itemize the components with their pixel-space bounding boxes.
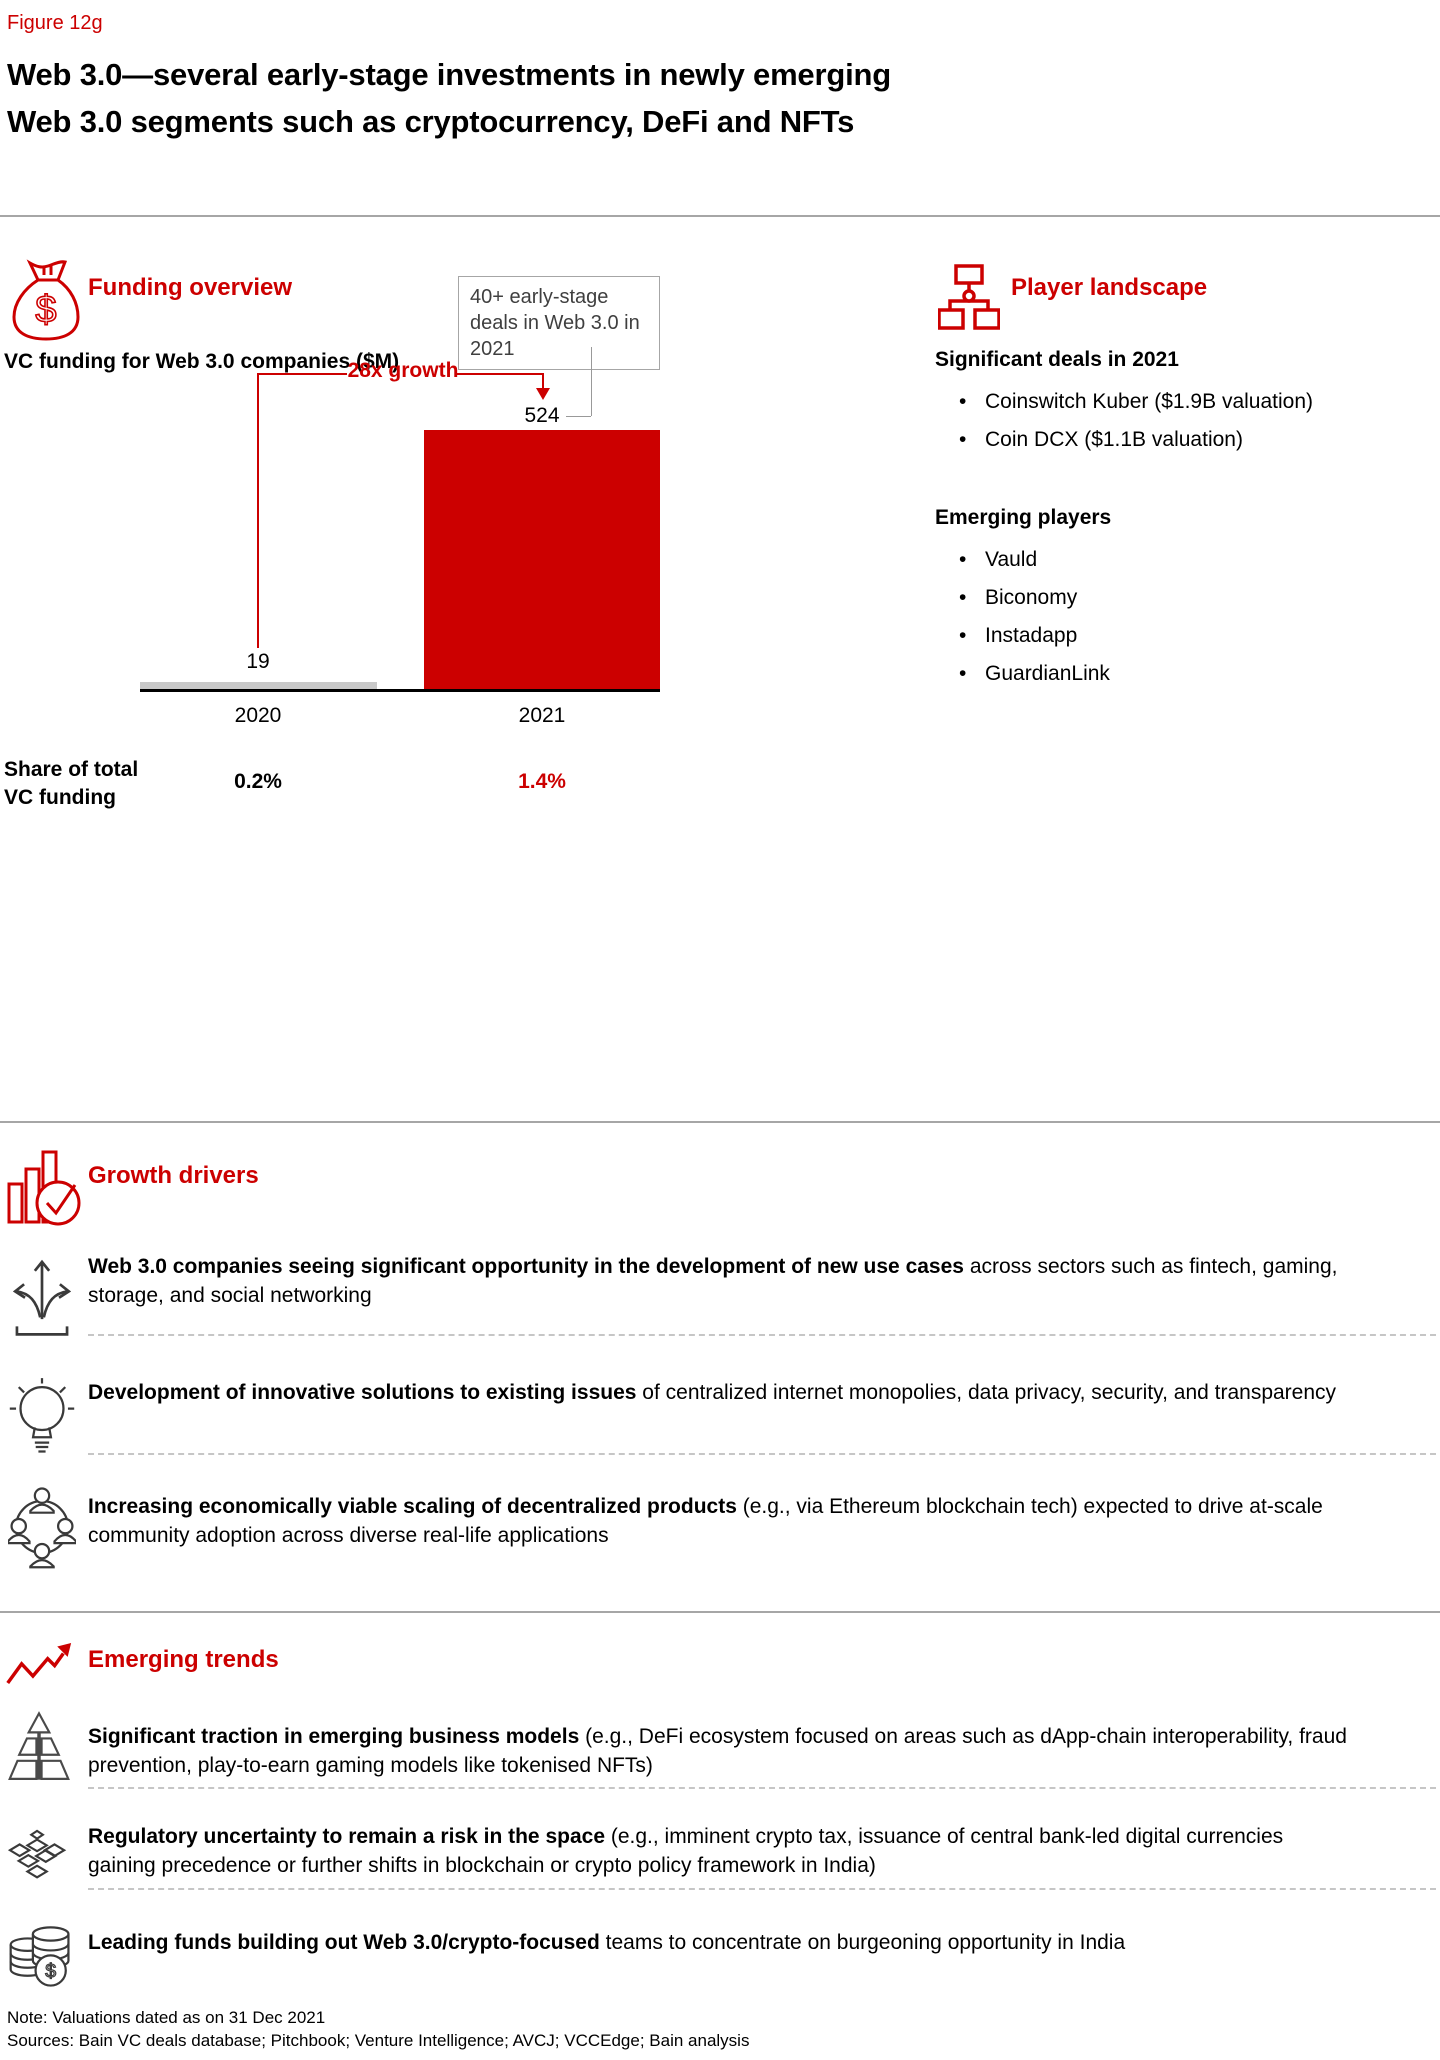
- player-3: Instadapp: [985, 624, 1078, 647]
- x-tick-2020: 2020: [234, 704, 282, 727]
- significant-deals-block: [935, 348, 1313, 467]
- scattered-diamonds-icon: [8, 1826, 70, 1888]
- player-2: Biconomy: [985, 586, 1078, 609]
- list-item: [935, 429, 1313, 450]
- growth-driver-1-bold: Web 3.0 companies seeing significant opportunity in the development of new use cases: [88, 1255, 964, 1278]
- growth-divider: [0, 1121, 1440, 1123]
- coins-icon: [8, 1906, 72, 1994]
- dashed-divider: [88, 1334, 1436, 1336]
- funding-overview-section: [0, 248, 730, 848]
- emerging-trend-2-rest: (e.g., imminent crypto tax, issuance of central bank-led digital currencies gaining precedence or further shifts in blockchain or crypto policy framework in India): [88, 1825, 1284, 1877]
- trend-arrow-icon: [6, 1634, 72, 1692]
- player-landscape-heading: Player landscape: [1011, 274, 1208, 301]
- svg-text:$: $: [45, 1960, 57, 1983]
- figure-label: Figure 12g: [7, 12, 103, 34]
- emerging-trend-1-rest: (e.g., DeFi ecosystem focused on areas such as dApp-chain interoperability, fraud prevention, play-to-earn gaming models like tokenised NFTs): [88, 1725, 1347, 1777]
- growth-driver-3: [88, 1492, 1353, 1550]
- share-value-2020: 0.2%: [234, 770, 282, 793]
- list-item: [935, 549, 1111, 570]
- bar-value-2021: 524: [524, 404, 560, 427]
- growth-drivers-section: [0, 1140, 1440, 1610]
- emerging-trend-3: [88, 1928, 1353, 1957]
- share-value-2021: 1.4%: [518, 770, 566, 793]
- significant-deals-title: Significant deals in 2021: [935, 348, 1179, 371]
- share-of-total-label: [4, 756, 174, 812]
- x-axis-line: [140, 689, 660, 692]
- bar-2021: [424, 430, 660, 691]
- bar-chart: [0, 248, 730, 691]
- bullet: •: [959, 662, 967, 685]
- bullet: •: [959, 428, 967, 451]
- share-label-line2: VC funding: [4, 786, 116, 809]
- top-divider: [0, 215, 1440, 217]
- chart-title: VC funding for Web 3.0 companies ($M): [4, 350, 400, 373]
- org-chart-icon: [938, 258, 1000, 338]
- bullet: •: [959, 624, 967, 647]
- deal-1: Coinswitch Kuber ($1.9B valuation): [985, 390, 1314, 413]
- growth-driver-2-bold: Development of innovative solutions to existing issues: [88, 1381, 637, 1404]
- growth-driver-3-rest: (e.g., via Ethereum blockchain tech) expected to drive at-scale community adoption across diverse real-life applications: [88, 1495, 1323, 1547]
- emerging-trend-3-rest: teams to concentrate on burgeoning opportunity in India: [599, 1931, 1126, 1954]
- dashed-divider: [88, 1453, 1436, 1455]
- chart-annotation-box: 40+ early-stage deals in Web 3.0 in 2021: [458, 276, 660, 370]
- growth-drivers-heading: Growth drivers: [88, 1162, 259, 1189]
- emerging-trend-2-bold: Regulatory uncertainty to remain a risk in the space: [88, 1825, 605, 1848]
- list-item: [935, 391, 1313, 412]
- community-icon: [8, 1480, 76, 1574]
- lightbulb-icon: [8, 1372, 76, 1472]
- funding-overview-heading: Funding overview: [88, 274, 293, 301]
- bullet: •: [959, 390, 967, 413]
- significant-deals-list: [935, 391, 1313, 450]
- title-line-1: Web 3.0—several early-stage investments in newly emerging: [7, 57, 891, 92]
- emerging-trend-3-bold: Leading funds building out Web 3.0/crypto-focused: [88, 1931, 600, 1954]
- growth-label: 28x growth: [347, 359, 459, 382]
- player-1: Vauld: [985, 548, 1038, 571]
- growth-driver-1-rest: across sectors such as fintech, gaming, storage, and social networking: [88, 1255, 1338, 1307]
- emerging-players-list: [935, 549, 1111, 684]
- x-tick-2021: 2021: [518, 704, 566, 727]
- list-item: [935, 587, 1111, 608]
- svg-text:$: $: [35, 289, 57, 331]
- player-4: GuardianLink: [985, 662, 1110, 685]
- bar-chart-check-icon: [6, 1144, 82, 1228]
- branching-arrows-icon: [8, 1246, 76, 1344]
- header: [7, 12, 1427, 145]
- bullet: •: [959, 548, 967, 571]
- growth-driver-1: [88, 1252, 1353, 1310]
- growth-driver-2: [88, 1378, 1353, 1407]
- deal-2: Coin DCX ($1.1B valuation): [985, 428, 1243, 451]
- trends-divider: [0, 1611, 1440, 1613]
- page-title: [7, 51, 1427, 145]
- player-landscape-section: [935, 248, 1440, 848]
- emerging-players-block: [935, 506, 1111, 701]
- emerging-trend-1: [88, 1722, 1353, 1780]
- pyramid-icon: [8, 1704, 70, 1790]
- share-label-line1: Share of total: [4, 758, 139, 781]
- footer-note: Note: Valuations dated as on 31 Dec 2021: [7, 2008, 326, 2027]
- growth-driver-3-bold: Increasing economically viable scaling of decentralized products: [88, 1495, 737, 1518]
- footer-sources: Sources: Bain VC deals database; Pitchbook; Venture Intelligence; AVCJ; VCCEdge; Bain analysis: [7, 2031, 750, 2050]
- list-item: [935, 663, 1111, 684]
- list-item: [935, 625, 1111, 646]
- footer: [7, 2006, 749, 2052]
- title-line-2: Web 3.0 segments such as cryptocurrency, DeFi and NFTs: [7, 104, 855, 139]
- bullet: •: [959, 586, 967, 609]
- growth-driver-2-rest: of centralized internet monopolies, data privacy, security, and transparency: [636, 1381, 1337, 1404]
- emerging-trend-2: [88, 1822, 1353, 1880]
- emerging-trends-section: [0, 1630, 1440, 2005]
- emerging-players-title: Emerging players: [935, 506, 1112, 529]
- dashed-divider: [88, 1888, 1436, 1890]
- bar-value-2020: 19: [246, 650, 270, 673]
- emerging-trends-heading: Emerging trends: [88, 1646, 279, 1673]
- dashed-divider: [88, 1787, 1436, 1789]
- emerging-trend-1-bold: Significant traction in emerging business models: [88, 1725, 580, 1748]
